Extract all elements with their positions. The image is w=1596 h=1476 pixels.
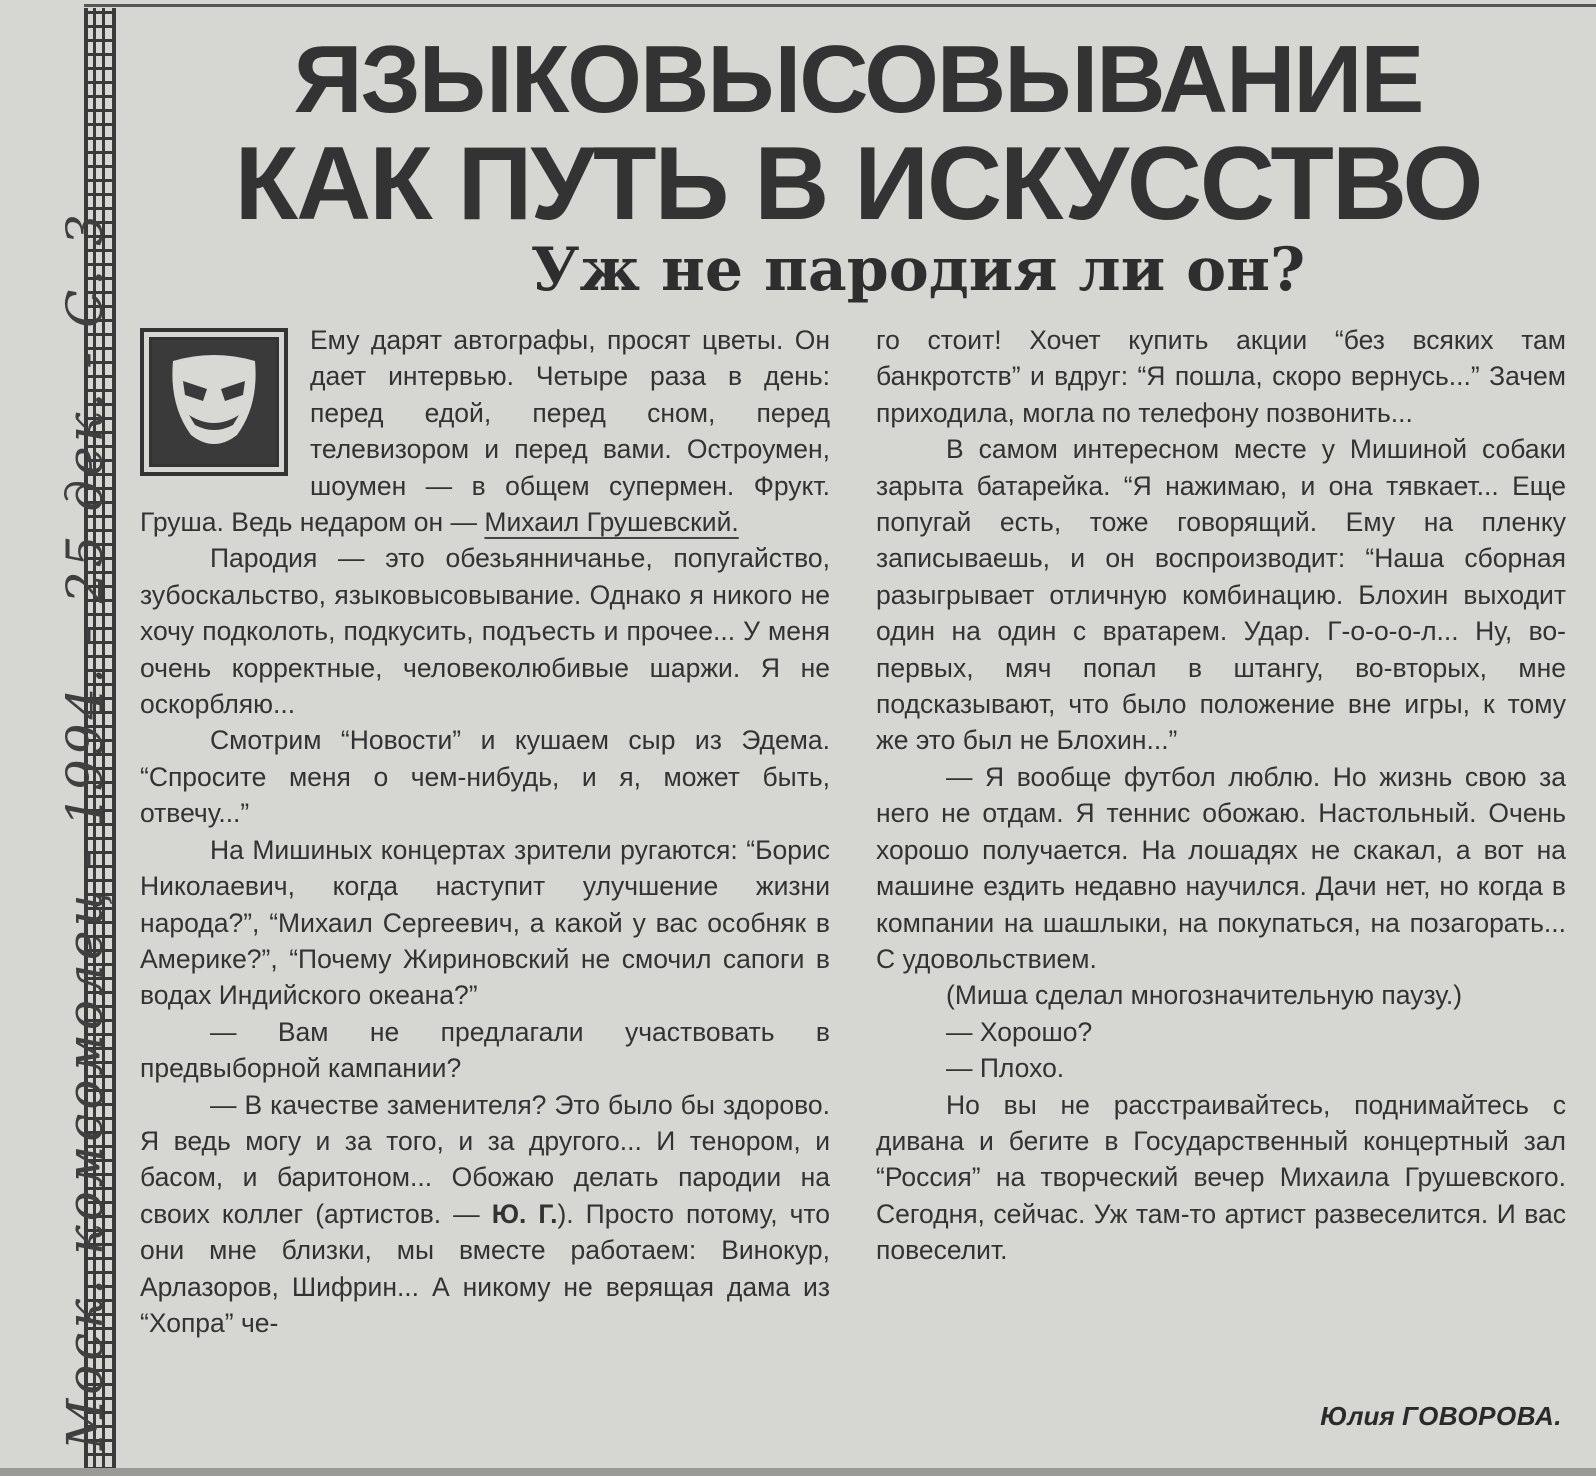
byline [1320,1398,1562,1434]
paragraph-text: Ему дарят автографы, просят цветы. Он дает интервью. Четыре раза в день: перед едой, перед сном, перед телевизором и перед вами. Остроумен, шоумен — в общем супермен. Фрукт. Груша. Ведь недаром он — [140,325,830,538]
theatre-mask-icon [140,328,288,476]
paragraph: — Хорошо? [946,1016,1093,1047]
handwritten-source-note: Моск. комсомолец - 1994. - 25 дек. - С. 3 [56,210,114,1450]
paragraph-text: — В качестве заменителя? Это было бы здорово. Я ведь могу и за того, и за другого... И тенором, и басом, и баритоном... Обожаю делать пародии на своих коллег (артистов. — [140,1089,830,1229]
paragraph: На Мишиных концертах зрители ругаются: “Борис Николаевич, когда наступит улучшение жизни народа?”, “Михаил Сергеевич, а какой у вас особняк в Америке?”, “Почему Жириновский не смочил сапоги в водах Индийского океана?” [140,834,830,1011]
subheadline: Уж не пародия ли он? [530,235,1306,305]
paragraph: — Плохо. [946,1053,1065,1084]
headline-line-2: КАК ПУТЬ В ИСКУССТВО [234,126,1482,242]
paragraph: Но вы не расстраивайтесь, поднимайтесь с дивана и бегите в Государственный концертный зал “Россия” на творческий вечер Михаила Грушевского. Сегодня, сейчас. Уж там-то артист развеселится. И вас повеселит. [876,1089,1566,1266]
byline-surname: ГОВОРОВА. [1401,1401,1562,1431]
headline-line-1: ЯЗЫКОВЫСОВЫВАНИЕ [293,26,1423,133]
paragraph: — Я вообще футбол люблю. Но жизнь свою за него не отдам. Я теннис обожаю. Настольный. Очень хорошо получается. На лошадях не скакал, а вот на машине ездить недавно научился. Дачи нет, но когда в компании на шашлыки, на покупаться, на позагорать... С удовольствием. [876,761,1566,974]
author-initials: Ю. Г. [491,1198,558,1229]
paragraph: Пародия — это обезьянничанье, попугайство, зубоскальство, языковысовывание. Однако я никого не хочу подколоть, подкусить, подъесть и прочее... У меня очень корректные, человеколюбивые шаржи. Я не оскорбляю... [140,543,830,720]
top-rule [84,4,1596,7]
paragraph: В самом интересном месте у Мишиной собаки зарыта батарейка. “Я нажимаю, и она тявкает... Еще попугай есть, тоже говорящий. Ему на пленку записываешь, и он воспроизводит: “Наша сборная разыгрывает отличную комбинацию. Блохин выходит один на один с вратарем. Удар. Г-о-о-о-л... Ну, во-первых, мяч попал в штангу, во-вторых, мне подсказывают, что было положение вне игры, к тому же это был не Блохин...” [876,434,1566,756]
mask-icon-frame [149,337,279,467]
article-column-right [876,322,1566,1269]
byline-first-name: Юлия [1320,1401,1395,1431]
paper-bottom-edge [0,1468,1596,1476]
mask-face-icon [159,347,269,457]
article-column-left [140,322,830,1341]
paragraph-text: ). Просто потому, что они мне близки, мы вместе работаем: Винокур, Арлазоров, Шифрин... А никому не верящая дама из “Хопра” че- [140,1198,830,1338]
highlighted-name: Михаил Грушевский. [484,507,739,538]
paragraph: — Вам не предлагали участвовать в предвыборной кампании? [140,1016,830,1084]
paragraph: го стоит! Хочет купить акции “без всяких там банкротств” и вдруг: “Я пошла, скоро вернусь...” Зачем приходила, могла по телефону позвонить... [876,325,1566,428]
paragraph [140,1087,830,1342]
paragraph: (Миша сделал многозначительную паузу.) [946,980,1463,1011]
paragraph: Смотрим “Новости” и кушаем сыр из Эдема. “Спросите меня о чем-нибудь, и я, может быть, отвечу...” [140,725,830,829]
